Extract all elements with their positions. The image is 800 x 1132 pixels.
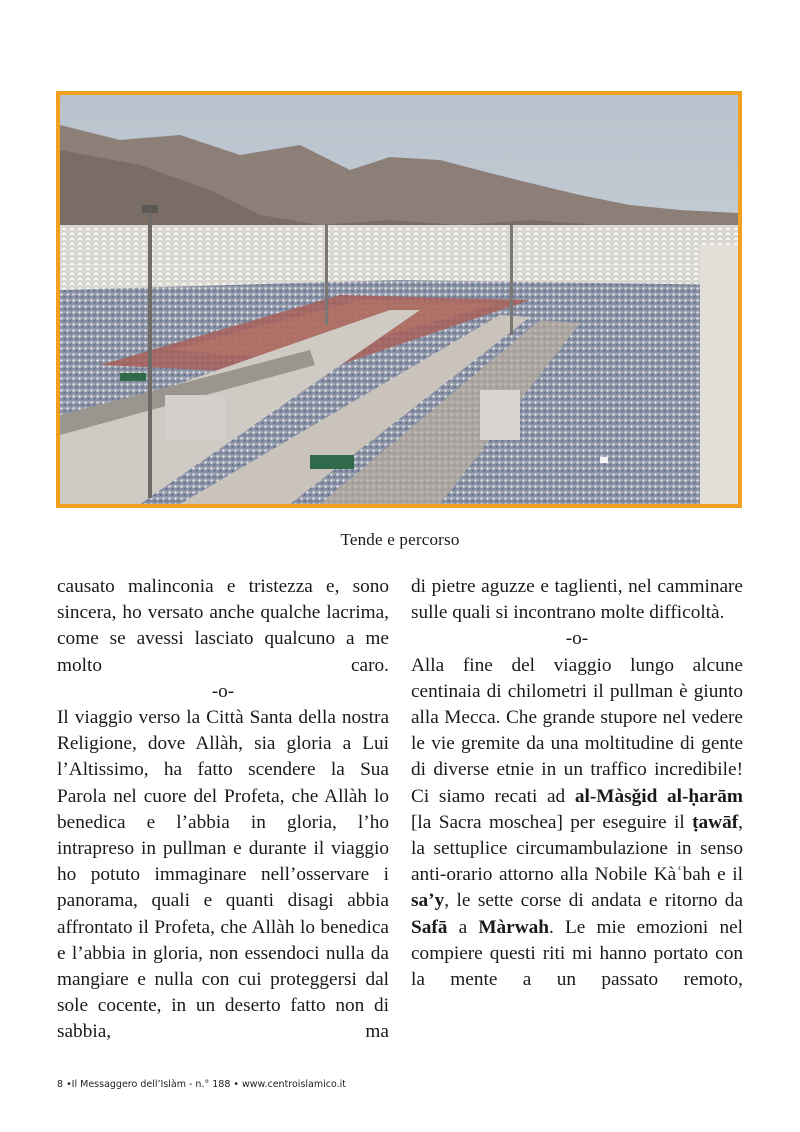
paragraph: Il viaggio verso la Città Santa della nostra Religione, dove Allàh, sia gloria a Lui l’Altissimo, ha fatto scendere la Sua Parola nel cuore del Profeta, che Allàh lo benedica e l’abbia in gloria, l’ho intrapreso in pullman e durante il viaggio ho potuto immaginare nell’osservare i panorama, quali e quanti disagi abbia affrontato il Profeta, che Allàh lo benedica e l’abbia in gloria, non essendoci nulla da mangiare e nulla con cui proteggersi dal sole cocente, in un deserto fatto non di sabbia, ma <box>57 707 389 1043</box>
photo-illustration <box>60 95 738 504</box>
text-run: , le sette corse di andata e ritorno da <box>444 890 743 912</box>
left-column <box>57 574 389 1046</box>
term-marwah: Màrwah <box>478 916 549 938</box>
text-run: [la Sacra moschea] per eseguire il <box>411 811 693 833</box>
page-footer: 8 •Il Messaggero dell’Islàm - n.° 188 • www.centroislamico.it <box>57 1079 346 1090</box>
term-safa: Safā <box>411 916 448 938</box>
term-masjid-al-haram: al-Màsǧid al-ḥarām <box>574 785 743 807</box>
paragraph <box>411 653 743 994</box>
paragraph: di pietre aguzze e taglienti, nel camminare sulle quali si incontrano molte difficoltà. <box>411 576 743 624</box>
section-separator: -o- <box>565 628 589 650</box>
right-column <box>411 574 743 993</box>
paragraph: causato malinconia e tristezza e, sono sincera, ho versato anche qualche lacrima, come se avessi lasciato qualcuno a me molto caro. <box>57 576 389 676</box>
photo-caption: Tende e percorso <box>340 530 460 549</box>
section-separator: -o- <box>211 680 235 702</box>
term-tawaf: ṭawāf <box>692 811 739 833</box>
photo-tents-and-route <box>56 91 742 508</box>
text-run: Alla fine del viaggio lungo alcune centinaia di chilometri il pullman è giunto alla Mecca. Che grande stupore nel vedere le vie gremite da una moltitudine di gente di diverse etnie in un traffico incredibile! Ci siamo recati ad <box>411 654 743 807</box>
text-run: , la settuplice circumambulazione in senso anti-orario attorno alla Nobile Kàʿbah e il <box>411 811 743 886</box>
term-say: sa’y <box>411 890 445 912</box>
text-run: a <box>447 916 479 938</box>
text-run: . Le mie emozioni nel compiere questi riti mi hanno portato con la mente a un passato remoto, <box>411 916 743 991</box>
